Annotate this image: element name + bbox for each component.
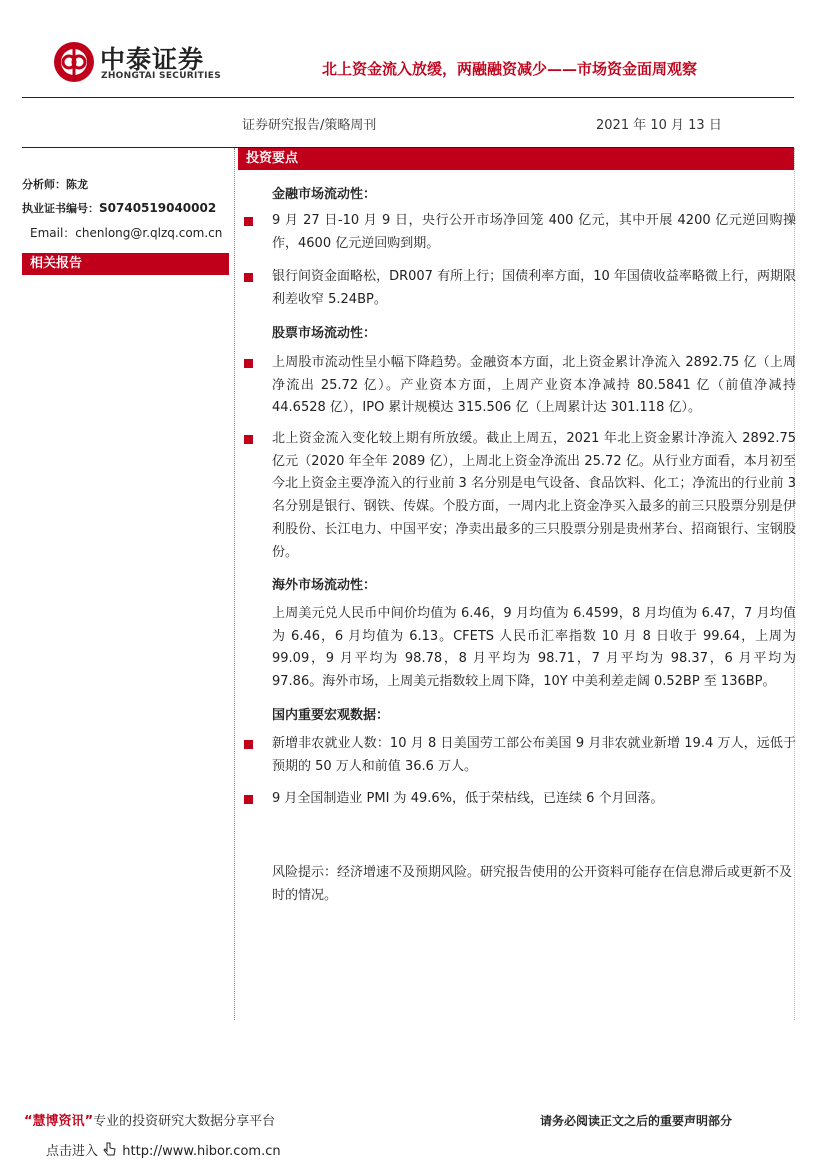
cursor-hand-icon — [102, 1142, 118, 1158]
bullet-icon — [244, 359, 253, 368]
brand-name-en: ZHONGTAI SECURITIES — [101, 71, 221, 81]
financial-bullet-2: 银行间资金面略松，DR007 有所上行；国债利率方面，10 年国债收益率略微上行，两期限利差收窄 5.24BP。 — [272, 269, 796, 307]
macro-bullet-2: 9 月全国制造业 PMI 为 49.6%，低于荣枯线，已连续 6 个月回落。 — [272, 791, 664, 806]
footer-slogan-text: 专业的投资研究大数据分享平台 — [93, 1114, 276, 1129]
footer-link-url[interactable]: http://www.hibor.com.cn — [122, 1144, 281, 1159]
macro-bullet-1: 新增非农就业人数：10 月 8 日美国劳工部公布美国 9 月非农就业新增 19.4 万人，远低于预期的 50 万人和前值 36.6 万人。 — [272, 736, 796, 774]
column-divider — [234, 148, 235, 1020]
related-reports-header: 相关报告 — [22, 253, 229, 275]
analyst-label: 分析师： — [22, 178, 66, 191]
overseas-liquidity-heading: 海外市场流动性： — [272, 578, 377, 593]
email-line — [30, 224, 222, 241]
cert-number: S0740519040002 — [99, 201, 217, 215]
stock-liquidity-heading: 股票市场流动性： — [272, 326, 377, 341]
financial-bullet-1: 9 月 27 日-10 月 9 日，央行公开市场净回笼 400 亿元，其中开展 4200 亿元逆回购操作，4600 亿元逆回购到期。 — [272, 213, 796, 251]
brand-name-cn: 中泰证券 — [100, 45, 205, 74]
email-address[interactable]: chenlong@r.qlzq.com.cn — [75, 226, 223, 240]
cert-label: 执业证书编号： — [22, 202, 99, 215]
email-label: Email： — [30, 226, 76, 240]
stock-bullet-1: 上周股市流动性呈小幅下降趋势。金融资本方面，北上资金累计净流入 2892.75 亿（上周净流出 25.72 亿）。产业资本方面，上周产业资本净减持 80.5841 亿（前值净减持 44.6528 亿），IPO 累计规模达 315.506 亿（上周累计达 301.118 亿）。 — [272, 355, 796, 416]
footer-link-line[interactable] — [46, 1140, 281, 1159]
report-title: 北上资金流入放缓，两融融资减少——市场资金面周观察 — [322, 60, 698, 78]
bullet-icon — [244, 740, 253, 749]
bullet-icon — [244, 435, 253, 444]
stock-bullet-2: 北上资金流入变化较上期有所放缓。截止上周五，2021 年北上资金累计净流入 2892.75 亿元（2020 年全年 2089 亿），上周北上资金净流出 25.72 亿。从行业方面看，本月初至今北上资金主要净流入的行业前 3 名分别是电气设备、食品饮料、化工；净流出的行业前 3 名分别是银行、钢铁、传媒。个股方面，一周内北上资金净买入最多的前三只股票分别是伊利股份、长江电力、中国平安；净卖出最多的三只股票分别是贵州茅台、招商银行、宝钢股份。 — [272, 431, 796, 560]
header-rule — [22, 97, 794, 98]
bullet-icon — [244, 795, 253, 804]
key-points-header: 投资要点 — [238, 148, 794, 170]
footer-open-quote: “ — [24, 1114, 33, 1129]
bullet-icon — [244, 217, 253, 226]
analyst-name: 陈龙 — [66, 178, 88, 191]
risk-warning: 风险提示：经济增速不及预期风险。研究报告使用的公开资料可能存在信息滞后或更新不及时的情况。 — [272, 865, 793, 903]
report-date: 2021 年 10 月 13 日 — [596, 118, 722, 133]
bullet-icon — [244, 273, 253, 282]
report-type: 证券研究报告/策略周刊 — [242, 118, 377, 133]
cert-line — [22, 200, 216, 216]
footer-slogan — [24, 1110, 275, 1129]
footer-brand: 慧博资讯 — [32, 1114, 85, 1129]
footer-disclaimer: 请务必阅读正文之后的重要声明部分 — [540, 1114, 733, 1128]
macro-data-heading: 国内重要宏观数据： — [272, 708, 390, 723]
analyst-line — [22, 176, 88, 192]
overseas-paragraph: 上周美元兑人民币中间价均值为 6.46，9 月均值为 6.4599，8 月均值为 6.47，7 月均值为 6.46，6 月均值为 6.13。CFETS 人民币汇率指数 10 月 8 日收于 99.64，上周为 99.09，9 月平均为 98.78，8 月平均为 98.71，7 月平均为 98.37，6 月平均为 97.86。海外市场，上周美元指数较上周下降，10Y 中美利差走阔 0.52BP 至 136BP。 — [272, 606, 796, 690]
footer-link-label: 点击进入 — [46, 1144, 99, 1159]
footer-close-quote: ” — [84, 1114, 94, 1129]
zhongtai-logo-icon — [52, 40, 96, 84]
financial-liquidity-heading: 金融市场流动性： — [272, 187, 377, 202]
